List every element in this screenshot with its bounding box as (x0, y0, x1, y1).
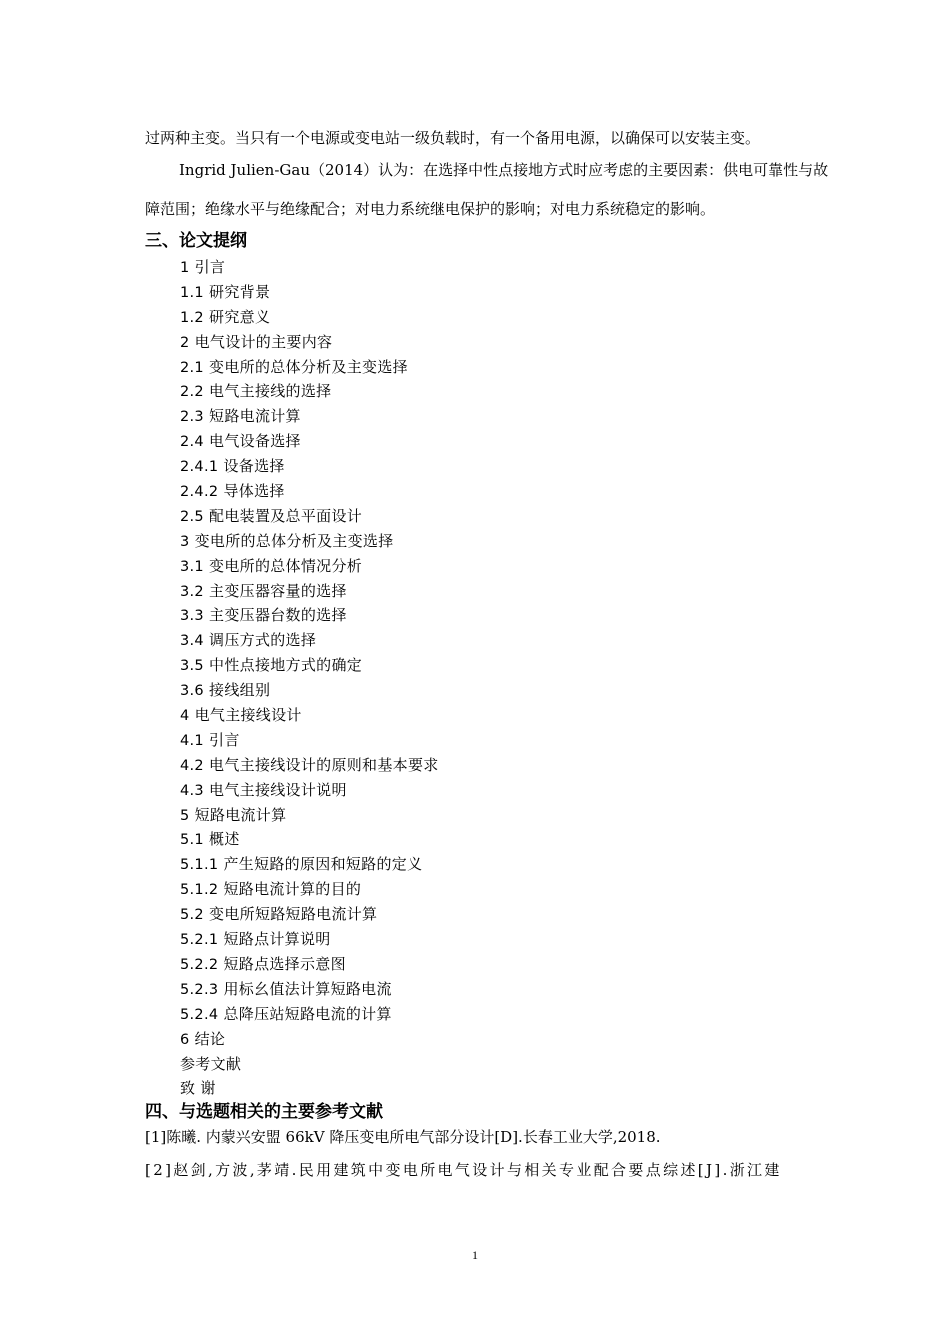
outline-item-text: 引言 (209, 730, 240, 749)
outline-item-text: 电气主接线的选择 (209, 382, 332, 401)
thesis-outline-list (180, 255, 439, 1101)
outline-item-number: 2.5 (180, 508, 204, 525)
outline-item (180, 852, 439, 877)
outline-item-text: 电气设计的主要内容 (194, 332, 333, 351)
outline-item (180, 1002, 439, 1027)
outline-item (180, 877, 439, 902)
outline-item (180, 280, 439, 305)
outline-item-text: 电气设备选择 (209, 432, 301, 451)
outline-item-text: 短路电流计算 (194, 805, 287, 824)
outline-item (180, 355, 439, 380)
outline-item (180, 379, 439, 404)
outline-item (180, 977, 439, 1002)
outline-item-text: 引言 (194, 258, 226, 276)
outline-item (180, 554, 439, 579)
outline-item-number: 2.4 (180, 434, 204, 451)
outline-item-number: 6 (180, 1031, 190, 1048)
outline-item (180, 653, 439, 678)
outline-item (180, 404, 439, 429)
outline-item (180, 579, 439, 604)
outline-item-text: 短路点选择示意图 (223, 954, 346, 973)
outline-item (180, 429, 439, 454)
outline-item-number: 5.2.4 (180, 1006, 219, 1023)
outline-item-number: 3 (180, 533, 190, 550)
outline-item-number: 4 (180, 708, 190, 725)
outline-item-number: 3.1 (180, 558, 204, 575)
outline-item-number: 4.2 (180, 757, 204, 774)
outline-item-number: 5.2.1 (180, 932, 219, 949)
outline-item-number: 1.2 (180, 309, 204, 326)
outline-item (180, 678, 439, 703)
outline-item-number: 5.1.2 (180, 882, 219, 899)
outline-item-text: 研究背景 (209, 282, 271, 301)
reference-item-1: [1]陈曦. 内蒙兴安盟 66kV 降压变电所电气部分设计[D].长春工业大学,2018. (145, 1128, 661, 1146)
outline-item-text: 短路点计算说明 (223, 930, 331, 949)
outline-item-text: 电气主接线设计说明 (209, 780, 347, 799)
outline-item-text: 中性点接地方式的确定 (209, 656, 363, 675)
outline-item-number: 3.4 (180, 633, 204, 650)
outline-item-number: 5.1 (180, 832, 204, 849)
section-4-heading: 四、与选题相关的主要参考文献 (145, 1102, 383, 1122)
outline-item-text: 主变压器台数的选择 (209, 606, 347, 625)
outline-item (180, 753, 439, 778)
outline-item-text: 变电所的总体分析及主变选择 (194, 531, 394, 550)
outline-item-number: 5.2.3 (180, 981, 219, 998)
outline-item-number: 1.1 (180, 284, 204, 301)
outline-item-number: 5.2 (180, 907, 204, 924)
outline-item (180, 803, 439, 828)
outline-item-text: 结论 (194, 1029, 226, 1048)
body-paragraph-2: Ingrid Julien-Gau（2014）认为：在选择中性点接地方式时应考虑的主要因素：供电可靠性与故 (179, 161, 829, 179)
outline-item (180, 952, 439, 977)
outline-item-number: 5 (180, 807, 190, 824)
outline-item-text: 电气主接线设计 (194, 706, 302, 725)
outline-item (180, 703, 439, 728)
outline-item (180, 305, 439, 330)
outline-item-text: 变电所的总体分析及主变选择 (209, 357, 408, 376)
outline-item (180, 603, 439, 628)
outline-item (180, 479, 439, 504)
reference-item-2: [2]赵剑,方波,茅靖.民用建筑中变电所电气设计与相关专业配合要点综述[J].浙江建 (145, 1161, 782, 1179)
section-3-heading: 三、论文提纲 (145, 231, 247, 251)
outline-item-text: 导体选择 (223, 482, 285, 501)
outline-item-text: 总降压站短路电流的计算 (223, 1004, 392, 1023)
outline-item-text: 致 谢 (180, 1079, 216, 1098)
outline-item-number: 5.1.1 (180, 857, 219, 874)
outline-item (180, 255, 439, 280)
outline-item-number: 2.4.1 (180, 459, 219, 476)
outline-item (180, 1052, 439, 1077)
outline-item-text: 变电所的总体情况分析 (209, 556, 363, 575)
outline-item-number: 2.4.2 (180, 484, 219, 501)
outline-item-number: 2 (180, 334, 190, 351)
outline-item (180, 927, 439, 952)
outline-item-text: 短路电流计算 (209, 407, 301, 426)
outline-item-text: 用标幺值法计算短路电流 (223, 979, 392, 998)
outline-item-number: 2.1 (180, 359, 204, 376)
outline-item-number: 3.2 (180, 583, 204, 600)
outline-item-text: 产生短路的原因和短路的定义 (223, 855, 423, 874)
outline-item (180, 778, 439, 803)
outline-item-text: 接线组别 (209, 681, 271, 700)
outline-item-text: 短路电流计算的目的 (223, 880, 362, 899)
outline-item (180, 902, 439, 927)
outline-item-text: 电气主接线设计的原则和基本要求 (209, 755, 439, 774)
page-number: 1 (472, 1248, 478, 1262)
outline-item-text: 设备选择 (223, 457, 285, 476)
body-paragraph-1: 过两种主变。当只有一个电源或变电站一级负载时，有一个备用电源，以确保可以安装主变。 (145, 129, 761, 147)
outline-item-text: 概述 (209, 830, 240, 849)
outline-item-text: 参考文献 (180, 1054, 242, 1073)
outline-item-number: 4.1 (180, 732, 204, 749)
outline-item-text: 研究意义 (209, 307, 271, 326)
outline-item (180, 330, 439, 355)
outline-item-text: 配电装置及总平面设计 (209, 506, 363, 525)
outline-item (180, 529, 439, 554)
outline-item-number: 5.2.2 (180, 956, 219, 973)
outline-item-number: 3.3 (180, 608, 204, 625)
outline-item (180, 827, 439, 852)
outline-item-number: 3.6 (180, 683, 204, 700)
body-paragraph-3: 障范围；绝缘水平与绝缘配合；对电力系统继电保护的影响；对电力系统稳定的影响。 (145, 200, 716, 218)
outline-item-number: 2.2 (180, 384, 204, 401)
outline-item (180, 728, 439, 753)
outline-item-number: 1 (180, 260, 190, 276)
outline-item-text: 主变压器容量的选择 (209, 581, 347, 600)
outline-item-number: 4.3 (180, 782, 204, 799)
outline-item (180, 1027, 439, 1052)
outline-item-number: 2.3 (180, 409, 204, 426)
outline-item (180, 454, 439, 479)
outline-item (180, 1076, 439, 1101)
outline-item (180, 504, 439, 529)
outline-item-number: 3.5 (180, 658, 204, 675)
outline-item-text: 变电所短路短路电流计算 (209, 905, 378, 924)
outline-item-text: 调压方式的选择 (209, 631, 317, 650)
outline-item (180, 628, 439, 653)
